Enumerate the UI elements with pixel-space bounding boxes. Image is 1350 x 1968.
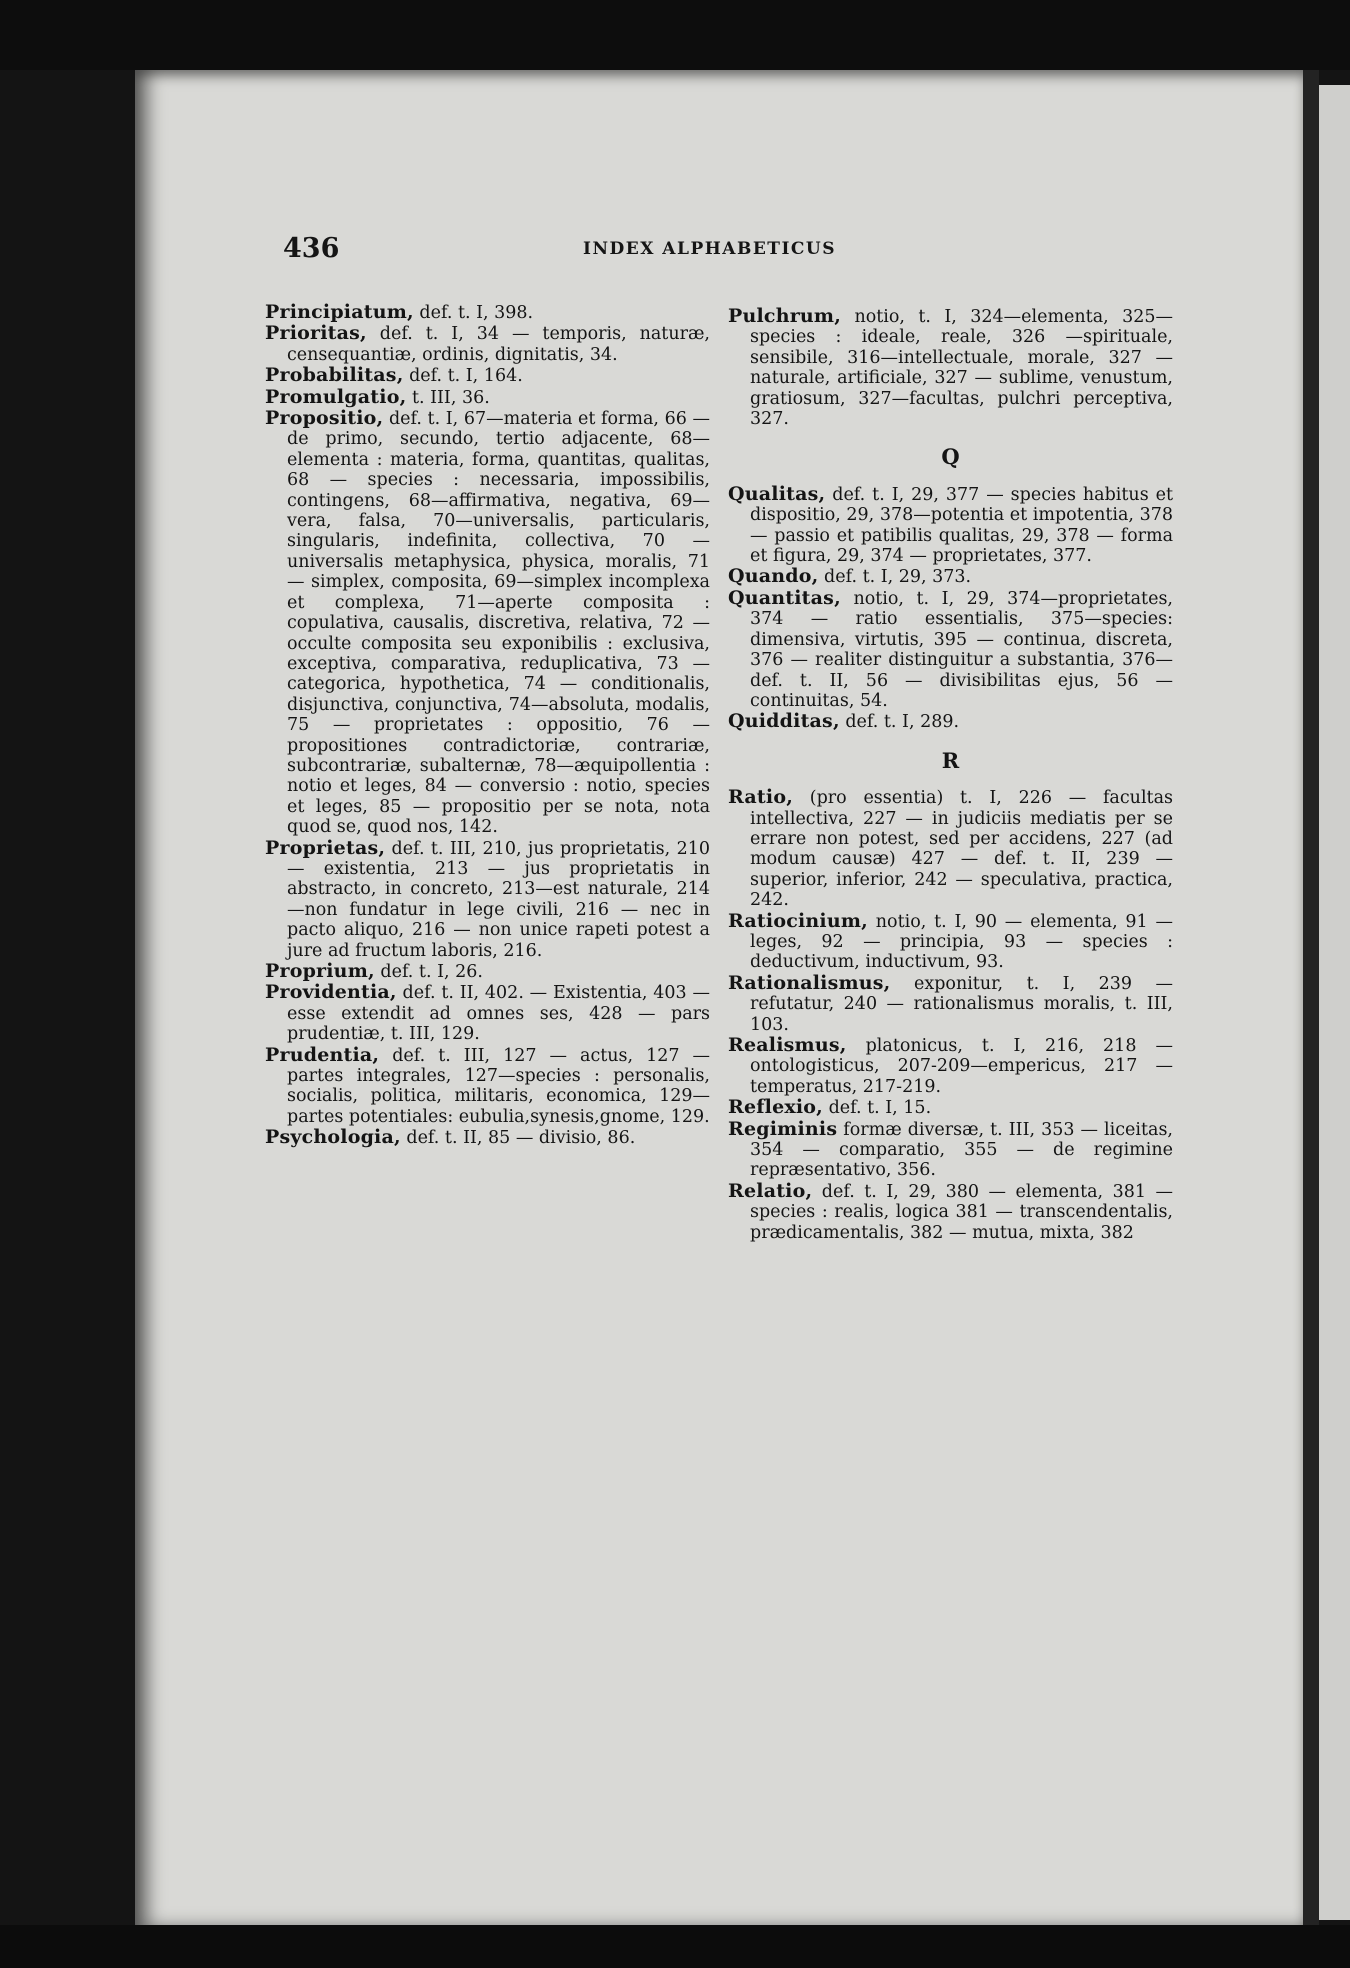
index-entry [265, 1045, 710, 1128]
entry-head: Proprium, [265, 960, 375, 982]
entry-text: notio, t. I, 29, 374—proprietates, 374 — ratio essentialis, 375—species: dimensiva, virtutis, 395 — continua, discreta, 376 — realiter distinguitur a substantia, 376—def. t. II, 56 — divisibilitas ejus, 56 — continuitas, 54. [750, 588, 1173, 711]
index-entry [265, 365, 710, 386]
index-entry [265, 323, 710, 365]
entry-head: Pulchrum, [728, 305, 842, 327]
entry-text: def. t. I, 26. [374, 962, 483, 982]
entry-text: notio, t. I, 90 — elementa, 91 — leges, 92 — principia, 93 — species : deductivum, inductivum, 93. [750, 911, 1173, 973]
running-head: INDEX ALPHABETICUS [583, 239, 837, 259]
entry-text: def. t. I, 289. [839, 712, 960, 733]
entry-text: def. t. I, 15. [823, 1098, 932, 1119]
index-entry [728, 1097, 1173, 1118]
entry-head: Realismus, [728, 1034, 847, 1056]
page-header [283, 233, 1193, 263]
entry-head: Providentia, [265, 981, 397, 1004]
entry-text: def. t. III, 210, jus proprietatis, 210 — existentia, 213 — jus proprietatis in abstracto, in concreto, 213—est naturale, 214—non fundatur in lege civili, 216 — nec in pacto aliquo, 216 — non unice rapeti potest a jure ad fructum laboris, 216. [287, 838, 710, 961]
entry-head: Regiminis [728, 1117, 838, 1140]
entry-head: Quantitas, [728, 586, 841, 609]
entry-text: def. t. I, 29, 380 — elementa, 381 — species : realis, logica 381 — transcendentalis, prædicamentalis, 382 — mutua, mixta, 382 [750, 1181, 1173, 1243]
index-entry [728, 711, 1173, 732]
index-entry [728, 911, 1173, 973]
index-entry [728, 566, 1173, 587]
entry-text: def. t. I, 67—materia et forma, 66 — de primo, secundo, tertio adjacente, 68— elementa : materia, forma, quantitas, qualitas, 68 — species : necessaria, impossibilis, contingens, 68—affirmativa, negativa, 69—vera, falsa, 70—universalis, particularis, singularis, indefinita, collectiva, 70 — universalis metaphysica, physica, moralis, 71 — simplex, composita, 69—simplex incomplexa et complexa, 71—aperte composita : copulativa, causalis, discretiva, relativa, 72 — occulte composita seu exponibilis : exclusiva, exceptiva, comparativa, reduplicativa, 73 — categorica, hypothetica, 74 — conditionalis, disjunctiva, conjunctiva, 74—absoluta, modalis, 75 — proprietates : oppositio, 76 — propositiones contradictoriæ, contrariæ, subcontrariæ, subalternæ, 78—æquipollentia : notio et leges, 84 — conversio : notio, species et leges, 85 — propositio per se nota, nota quod se, quod nos, 142. [287, 409, 710, 838]
entry-text: formæ diversæ, t. III, 353 — liceitas, 354 — comparatio, 355 — de regimine repræsentativo, 356. [750, 1119, 1173, 1181]
index-entry [265, 961, 710, 982]
index-column-right [728, 306, 1173, 1243]
entry-head: Relatio, [728, 1179, 813, 1202]
index-entry [728, 1119, 1173, 1181]
entry-head: Prioritas, [265, 322, 367, 345]
index-entry [728, 588, 1173, 711]
entry-head: Prudentia, [265, 1043, 380, 1066]
entry-head: Propositio, [265, 407, 384, 430]
scan-bottom-border [0, 1925, 1350, 1968]
entry-head: Quidditas, [728, 710, 840, 733]
index-entry [265, 838, 710, 961]
entry-text: t. III, 36. [406, 387, 490, 408]
entry-head: Promulgatio, [265, 385, 407, 408]
entry-head: Probabilitas, [265, 364, 404, 387]
entry-head: Rationalismus, [728, 971, 891, 994]
entry-text: def. t. II, 402. — Existentia, 403 — esse extendit ad omnes ses, 428 — pars prudentiæ, t. III, 129. [287, 983, 710, 1045]
entry-head: Psychologia, [265, 1126, 401, 1149]
entry-head: Reflexio, [728, 1096, 823, 1119]
index-entry [728, 1181, 1173, 1243]
index-entry [265, 302, 710, 323]
book-gutter [1303, 70, 1319, 1928]
entry-head: Qualitas, [728, 482, 826, 505]
entry-text: def. t. III, 127 — actus, 127 — partes integrales, 127—species : personalis, socialis, politica, militaris, economica, 129—partes potentiales: eubulia,synesis,gnome, 129. [287, 1045, 710, 1127]
index-entry [265, 1127, 710, 1148]
index-entry [265, 408, 710, 838]
entry-text: def. t. II, 85 — divisio, 86. [400, 1128, 636, 1149]
entry-text: exponitur, t. I, 239 — refutatur, 240 — rationalismus moralis, t. III, 103. [750, 973, 1173, 1035]
entry-head: Quando, [728, 565, 819, 588]
index-entry [265, 982, 710, 1044]
entry-text: def. t. I, 29, 377 — species habitus et dispositio, 29, 378—potentia et impotentia, 378 — passio et patibilis qualitas, 29, 378 — forma et figura, 29, 374 — proprietates, 377. [750, 484, 1173, 567]
facing-page-edge [1319, 85, 1350, 1920]
index-entry [728, 484, 1173, 567]
page-number: 436 [283, 233, 340, 264]
index-entry [265, 387, 710, 408]
entry-head: Ratiocinium, [728, 909, 868, 932]
index-entry [728, 1035, 1173, 1097]
entry-text: def. t. I, 29, 373. [818, 567, 972, 588]
index-column-left [265, 302, 710, 1149]
entry-text: (pro essentia) t. I, 226 — facultas intellectiva, 227 — in judiciis mediatis per se errare non potest, sed per accidens, 227 (ad modum causæ) 427 — def. t. II, 239 — superior, inferior, 242 — speculativa, practica, 242. [750, 788, 1173, 911]
entry-text: def. t. I, 164. [403, 366, 523, 387]
entry-head: Ratio, [728, 786, 794, 809]
scan-top-border [0, 0, 1350, 70]
entry-text: notio, t. I, 324—elementa, 325—species : ideale, reale, 326 —spirituale, sensibile, 316—intellectuale, morale, 327 — naturale, artificiale, 327 — sublime, venustum, gratiosum, 327—facultas, pulchri perceptiva, 327. [750, 307, 1173, 430]
entry-text: def. t. I, 34 — temporis, naturæ, censequantiæ, ordinis, dignitatis, 34. [287, 324, 710, 365]
entry-text: platonicus, t. I, 216, 218 — ontologisticus, 207-209—empericus, 217 — temperatus, 217-219. [750, 1036, 1173, 1097]
entry-head: Proprietas, [265, 836, 386, 859]
section-letter-r: R [941, 747, 960, 773]
index-entry [728, 306, 1173, 429]
index-entry [728, 787, 1173, 910]
index-entry [728, 973, 1173, 1035]
entry-text: def. t. I, 398. [413, 303, 534, 323]
entry-head: Principiatum, [265, 301, 414, 323]
section-letter-q: Q [941, 444, 960, 470]
